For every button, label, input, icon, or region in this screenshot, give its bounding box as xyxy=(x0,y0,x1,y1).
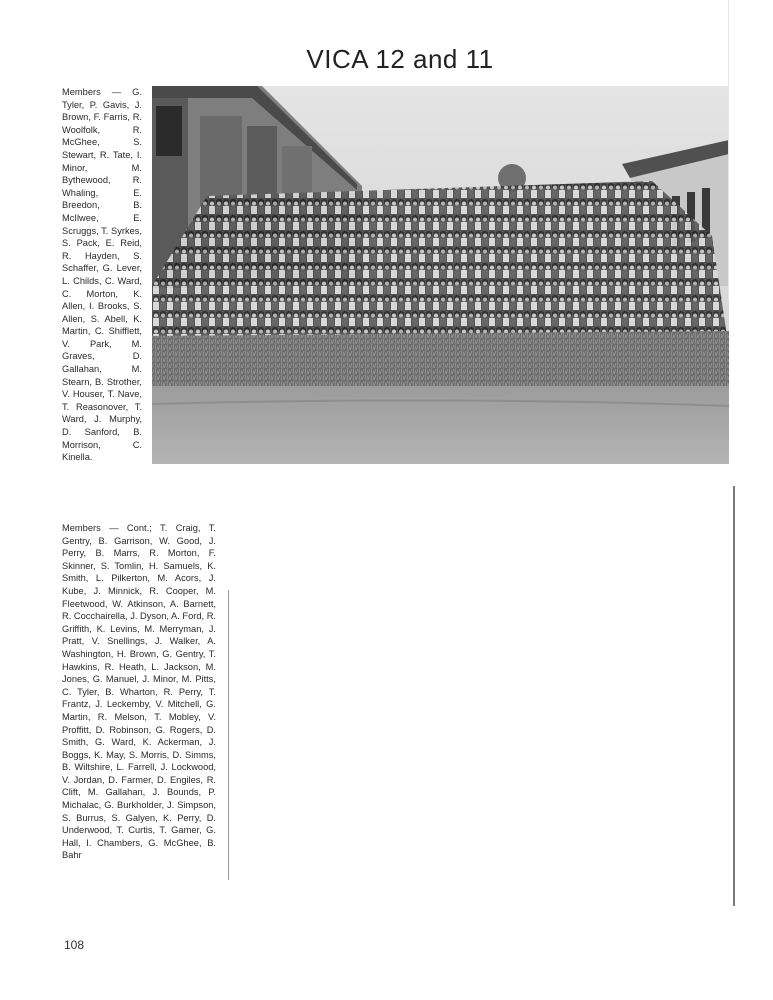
scan-edge-faint xyxy=(728,0,729,300)
group-photo xyxy=(152,86,729,464)
page-title: VICA 12 and 11 xyxy=(306,44,494,74)
scan-mark xyxy=(228,590,229,880)
member-caption-part1: Members — G. Tyler, P. Gavis, J. Brown, F. Farris, R. Woolfolk, R. McGhee, S. Stewart, R. Tate, I. Minor, M. Bythewood, R. Whaling, E. Breedon, B. McIlwee, E. Scruggs, T. Syrkes, S. Pack, E. Reid, R. Hayden, S. Schaffer, G. Lever, L. Childs, C. Ward, C. Morton, K. Allen, I. Brooks, S. Allen, S. Abell, K. Martin, C. Shifflett, V. Park, M. Graves, D. Gallahan, M. Stearn, B. Strother, V. Houser, T. Nave, T. Reasonover, T. Ward, J. Murphy, D. Sanford, B. Morrison, C. Kinella. xyxy=(62,87,142,463)
page-number: 108 xyxy=(64,938,85,952)
scan-edge xyxy=(733,486,735,906)
member-caption-part2: Members — Cont.; T. Craig, T. Gentry, B. Garrison, W. Good, J. Perry, B. Marrs, R. Morton, F. Skinner, S. Tomlin, H. Samuels, K. Smith, L. Pilkerton, M. Acors, J. Kube, J. Minnick, R. Cooper, M. Fleetwood, W. Atkinson, A. Barnett, R. Cocchairella, J. Dyson, A. Ford, R. Griffith, K. Levins, M. Merryman, J. Pratt, V. Snellings, J. Walker, A. Washington, H. Brown, G. Gentry, T. Hawkins, R. Heath, L. Jackson, M. Jones, G. Manuel, J. Minor, M. Pitts, C. Tyler, B. Wharton, R. Perry, T. Frantz, J. Leckemby, V. Mitchell, G. Martin, R. Melson, T. Mobley, V. Proffitt, D. Robinson, G. Rogers, D. Smith, G. Ward, K. Ackerman, J. Boggs, K. May, S. Morris, D. Simms, B. Wiltshire, L. Farrell, J. Lockwood, V. Jordan, D. Farmer, D. Engiles, R. Clift, M. Gallahan, J. Bounds, P. Michalac, G. Burkholder, J. Simpson, S. Burrus, S. Galyen, K. Perry, D. Underwood, T. Curtis, T. Gamer, G. Hall, I. Chambers, G. McGhee, B. Bahr xyxy=(62,523,216,861)
